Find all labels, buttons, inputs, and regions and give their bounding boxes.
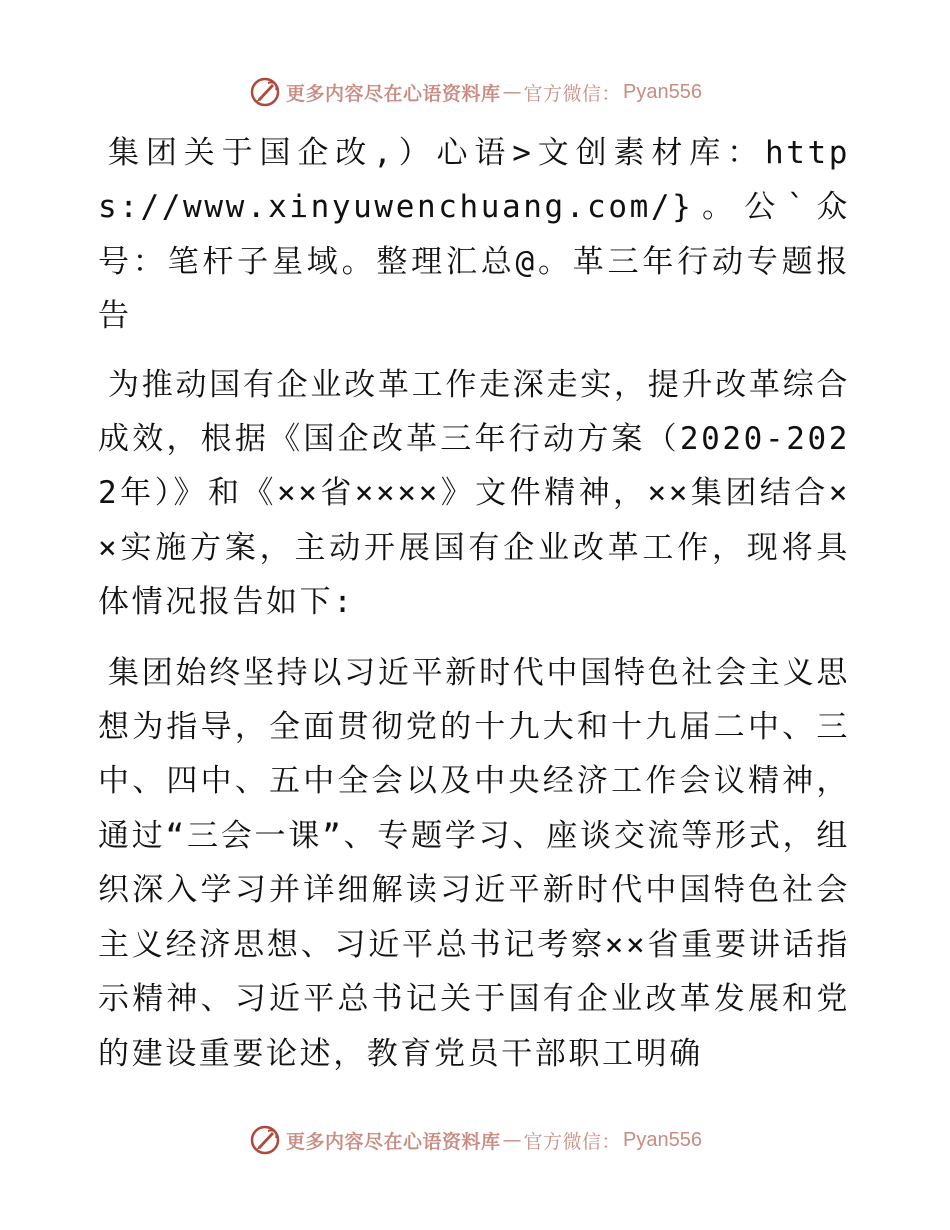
quill-logo-icon bbox=[248, 75, 282, 109]
watermark-brand-text: 更多内容尽在心语资料库 bbox=[286, 82, 501, 105]
watermark-wechat-id: Pyan556 bbox=[623, 80, 702, 103]
watermark-official-label: 官方微信： bbox=[523, 1130, 622, 1153]
watermark-wechat-id: Pyan556 bbox=[623, 1128, 702, 1151]
document-title-paragraph: 集团关于国企改,）心语>文创素材库：https://www.xinyuwenchuang.com/}。公`众号：笔杆子星域。整理汇总@。革三年行动专题报告 bbox=[98, 135, 850, 335]
watermark-official-label: 官方微信： bbox=[523, 82, 622, 105]
watermark-footer bbox=[0, 1120, 950, 1160]
watermark-brand-text: 更多内容尽在心语资料库 bbox=[286, 1130, 501, 1153]
document-body bbox=[98, 126, 850, 1097]
watermark-dash: — bbox=[502, 1129, 522, 1151]
watermark-header bbox=[0, 72, 950, 112]
watermark-dash: — bbox=[502, 81, 522, 103]
document-paragraph-intro: 为推动国有企业改革工作走深走实，提升改革综合成效，根据《国企改革三年行动方案（2020-2022年）》和《××省××××》文件精神，××集团结合××实施方案，主动开展国有企业改革工作，现将具体情况报告如下: bbox=[98, 366, 850, 621]
document-paragraph-body: 集团始终坚持以习近平新时代中国特色社会主义思想为指导，全面贯彻党的十九大和十九届二中、三中、四中、五中全会以及中央经济工作会议精神，通过“三会一课”、专题学习、座谈交流等形式，组织深入学习并详细解读习近平新时代中国特色社会主义经济思想、习近平总书记考察××省重要讲话指示精神、习近平总书记关于国有企业改革发展和党的建设重要论述，教育党员干部职工明确 bbox=[98, 654, 850, 1072]
quill-logo-icon bbox=[248, 1123, 282, 1157]
